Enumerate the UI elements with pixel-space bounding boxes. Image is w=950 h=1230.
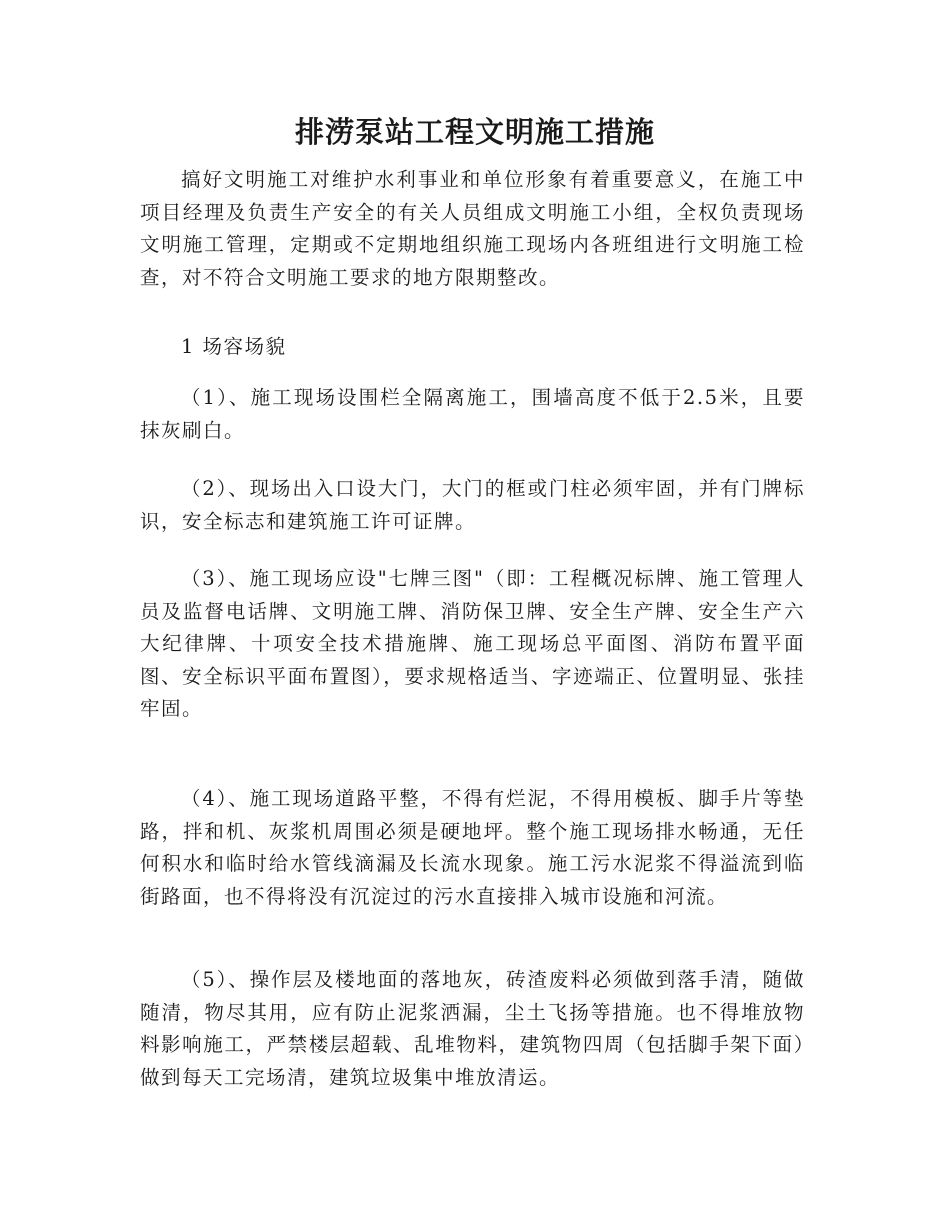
item-paragraph-5: （5）、操作层及楼地面的落地灰，砖渣废料必须做到落手清，随做随清，物尽其用，应有防止泥浆洒漏，尘土飞扬等措施。也不得堆放物料影响施工，严禁楼层超载、乱堆物料，建筑物四周（包括脚手架下面）做到每天工完场清，建筑垃圾集中堆放清运。 bbox=[140, 968, 805, 1089]
item-paragraph-2: （2）、现场出入口设大门，大门的框或门柱必须牢固，并有门牌标识，安全标志和建筑施工许可证牌。 bbox=[140, 477, 805, 533]
item-paragraph-1: （1）、施工现场设围栏全隔离施工，围墙高度不低于2.5米，且要抹灰刷白。 bbox=[140, 386, 805, 442]
intro-paragraph: 搞好文明施工对维护水利事业和单位形象有着重要意义，在施工中项目经理及负责生产安全的有关人员组成文明施工小组，全权负责现场文明施工管理，定期或不定期地组织施工现场内各班组进行文明施工检查，对不符合文明施工要求的地方限期整改。 bbox=[140, 168, 805, 289]
item-paragraph-4: （4）、施工现场道路平整，不得有烂泥，不得用模板、脚手片等垫路，拌和机、灰浆机周围必须是硬地坪。整个施工现场排水畅通，无任何积水和临时给水管线滴漏及长流水现象。施工污水泥浆不得溢流到临街路面，也不得将没有沉淀过的污水直接排入城市设施和河流。 bbox=[140, 787, 805, 908]
section-heading: 1 场容场貌 bbox=[180, 335, 287, 358]
document-title: 排涝泵站工程文明施工措施 bbox=[294, 115, 655, 149]
item-paragraph-3: （3）、施工现场应设"七牌三图"（即：工程概况标牌、施工管理人员及监督电话牌、文明施工牌、消防保卫牌、安全生产牌、安全生产六大纪律牌、十项安全技术措施牌、施工现场总平面图、消防布置平面图、安全标识平面布置图），要求规格适当、字迹端正、位置明显、张挂牢固。 bbox=[140, 567, 805, 720]
